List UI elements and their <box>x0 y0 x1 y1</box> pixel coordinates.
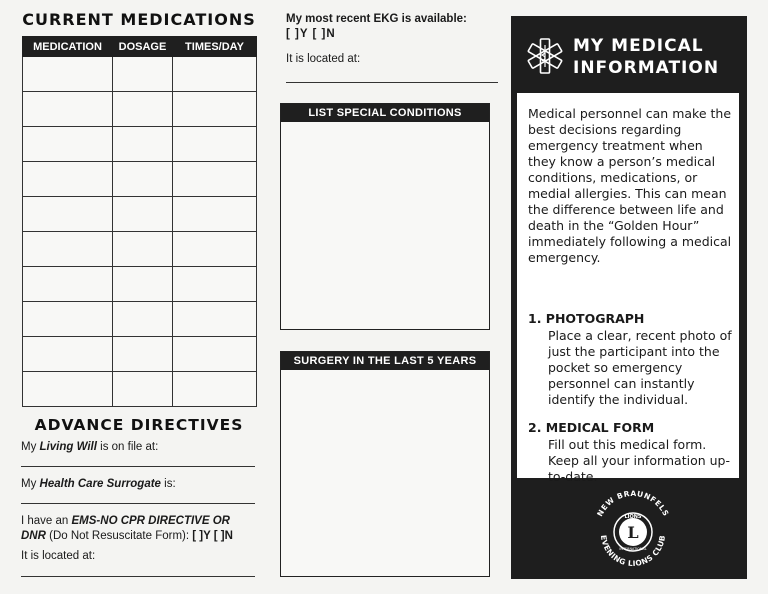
special-conditions-header: LIST SPECIAL CONDITIONS <box>281 104 489 122</box>
times-per-day-cell[interactable] <box>173 162 257 197</box>
times-per-day-cell[interactable] <box>173 372 257 407</box>
times-per-day-cell[interactable] <box>173 127 257 162</box>
current-medications-title: CURRENT MEDICATIONS <box>22 10 256 29</box>
times-per-day-cell[interactable] <box>173 267 257 302</box>
surrogate-line[interactable] <box>21 503 255 504</box>
table-row <box>23 162 257 197</box>
svg-text:LIONS: LIONS <box>624 514 642 520</box>
table-row <box>23 92 257 127</box>
medications-panel <box>0 0 262 594</box>
medication-cell[interactable] <box>23 302 113 337</box>
ekg-title: My most recent EKG is available: <box>286 13 467 25</box>
table-row <box>23 372 257 407</box>
info-card <box>517 93 739 484</box>
table-row <box>23 337 257 372</box>
dosage-cell[interactable] <box>113 337 173 372</box>
step-medical-form-body: Fill out this medical form. Keep all your information up-to-date. <box>548 437 731 484</box>
step-photograph-body: Place a clear, recent photo of just the participant into the pocket so emergency personnel can instantly identify the individual. <box>548 328 732 407</box>
column-times-per-day: TIMES/DAY <box>173 37 257 57</box>
intro-text: Medical personnel can make the best decisions regarding emergency treatment when they know a person’s medical conditions, medications, or medial allergies. This can mean the difference between life and death in the “Golden Hour” immediately following a medical emergency. <box>528 106 732 265</box>
medication-cell[interactable] <box>23 162 113 197</box>
dosage-cell[interactable] <box>113 92 173 127</box>
star-of-life-icon <box>525 36 565 76</box>
lions-club-logo <box>589 486 677 574</box>
dosage-cell[interactable] <box>113 267 173 302</box>
dosage-cell[interactable] <box>113 372 173 407</box>
table-row <box>23 232 257 267</box>
medication-cell[interactable] <box>23 57 113 92</box>
dosage-cell[interactable] <box>113 127 173 162</box>
surgery-header: SURGERY IN THE LAST 5 YEARS <box>281 352 489 370</box>
dosage-cell[interactable] <box>113 302 173 337</box>
column-dosage: DOSAGE <box>113 37 173 57</box>
my-medical-information-title: MY MEDICAL INFORMATION <box>573 36 720 78</box>
times-per-day-cell[interactable] <box>173 337 257 372</box>
step-photograph-title: 1. PHOTOGRAPH <box>528 311 645 326</box>
times-per-day-cell[interactable] <box>173 232 257 267</box>
times-per-day-cell[interactable] <box>173 92 257 127</box>
medication-cell[interactable] <box>23 372 113 407</box>
medication-cell[interactable] <box>23 92 113 127</box>
ems-located-label: It is located at: <box>21 550 96 562</box>
ekg-located-line[interactable] <box>286 82 498 83</box>
svg-text:INTERNATIONAL: INTERNATIONAL <box>619 547 647 551</box>
svg-text:NEW BRAUNFELS: NEW BRAUNFELS <box>595 488 671 518</box>
dosage-cell[interactable] <box>113 197 173 232</box>
advance-directives-title: ADVANCE DIRECTIVES <box>34 416 244 434</box>
table-row <box>23 197 257 232</box>
surrogate-label: My Health Care Surrogate is: <box>21 478 176 490</box>
conditions-panel <box>262 0 502 594</box>
table-row <box>23 57 257 92</box>
living-will-line[interactable] <box>21 466 255 467</box>
medication-cell[interactable] <box>23 337 113 372</box>
ekg-located-label: It is located at: <box>286 53 361 65</box>
times-per-day-cell[interactable] <box>173 57 257 92</box>
medication-cell[interactable] <box>23 267 113 302</box>
medications-table <box>22 36 257 407</box>
surgery-box[interactable] <box>280 351 490 577</box>
special-conditions-box[interactable] <box>280 103 490 330</box>
column-medication: MEDICATION <box>23 37 113 57</box>
living-will-label: My Living Will is on file at: <box>21 441 159 453</box>
step-medical-form-title: 2. MEDICAL FORM <box>528 420 655 435</box>
svg-text:L: L <box>627 523 639 542</box>
medication-cell[interactable] <box>23 232 113 267</box>
times-per-day-cell[interactable] <box>173 302 257 337</box>
ems-yes-no[interactable]: [ ]Y [ ]N <box>192 530 233 542</box>
ems-located-line[interactable] <box>21 576 255 577</box>
svg-text:EVENING LIONS CLUB: EVENING LIONS CLUB <box>598 534 668 569</box>
table-row <box>23 267 257 302</box>
info-dark-background <box>511 16 747 579</box>
table-row <box>23 302 257 337</box>
info-panel <box>502 0 768 594</box>
dosage-cell[interactable] <box>113 57 173 92</box>
times-per-day-cell[interactable] <box>173 197 257 232</box>
dosage-cell[interactable] <box>113 162 173 197</box>
ems-directive-label: I have an EMS-NO CPR DIRECTIVE OR DNR (Do Not Resuscitate Form): [ ]Y [ ]N <box>21 515 233 542</box>
table-row <box>23 127 257 162</box>
medication-cell[interactable] <box>23 197 113 232</box>
dosage-cell[interactable] <box>113 232 173 267</box>
ekg-yes-no[interactable]: [ ]Y [ ]N <box>286 28 336 40</box>
medication-cell[interactable] <box>23 127 113 162</box>
